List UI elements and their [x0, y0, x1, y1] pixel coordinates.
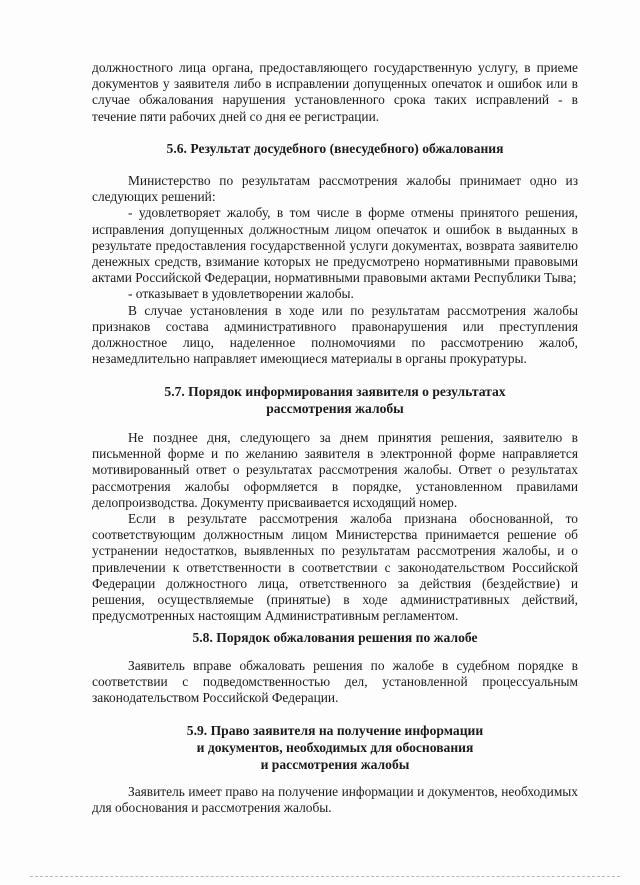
section-5-6-body — [92, 173, 578, 367]
section-5-9-heading-line-2: и документов, необходимых для обоснования — [196, 740, 474, 755]
section-5-6-heading: 5.6. Результат досудебного (внесудебного) обжалования — [166, 141, 504, 156]
section-5-8 — [92, 629, 578, 646]
section-5-6-paragraph-1: Министерство по результатам рассмотрения жалобы принимает одно из следующих решений: — [92, 173, 578, 205]
section-5-9-paragraph-1: Заявитель имеет право на получение информации и документов, необходимых для обоснования и рассмотрения жалобы. — [92, 784, 578, 816]
section-5-6 — [92, 140, 578, 157]
section-5-7-heading-line-2: рассмотрения жалобы — [266, 401, 404, 416]
section-5-7-paragraph-2: Если в результате рассмотрения жалоба признана обоснованной, то соответствующим должностным лицом Министерства принимается решение об устранении недостатков, выявленных по результатам рассмотрения жалобы, и о привлечении к ответственности в соответствии с законодательством Российской Федерации должностного лица, ответственного за действия (бездействие) и решения, осуществляемые (принятые) в ходе административных действий, предусмотренных настоящим Административным регламентом. — [92, 511, 578, 624]
scan-edge-divider — [30, 876, 620, 877]
section-5-7-body — [92, 430, 578, 624]
section-5-9-heading-line-3: и рассмотрения жалобы — [260, 757, 410, 772]
intro-paragraph: должностного лица органа, предоставляющего государственную услугу, в приеме документов у заявителя либо в исправлении допущенных опечаток и ошибок или в случае обжалования нарушения установленного срока таких исправлений - в течение пяти рабочих дней со дня ее регистрации. — [92, 60, 578, 124]
section-5-9-heading-line-1: 5.9. Право заявителя на получение информации — [186, 723, 484, 738]
section-5-9-heading — [92, 722, 578, 773]
section-5-9-body — [92, 784, 578, 816]
section-5-6-paragraph-2: - удовлетворяет жалобу, в том числе в форме отмены принятого решения, исправления допущенных должностным лицом опечаток и ошибок в выданных в результате предоставления государственной услуги документах, возврата заявителю денежных средств, взимание которых не предусмотрено нормативными правовыми актами Российской Федерации, нормативными правовыми актами Республики Тыва; — [92, 205, 578, 286]
section-5-8-paragraph-1: Заявитель вправе обжаловать решения по жалобе в судебном порядке в соответствии с подведомственностью дел, установленной процессуальным законодательством Российской Федерации. — [92, 658, 578, 706]
intro-section — [92, 60, 578, 125]
section-5-8-body — [92, 658, 578, 707]
section-5-7-heading — [92, 383, 578, 417]
section-5-7-paragraph-1: Не позднее дня, следующего за днем принятия решения, заявителю в письменной форме и по желанию заявителя в электронной форме направляется мотивированный ответ о результатах рассмотрения жалобы. Ответ о результатах рассмотрения жалобы оформляется в порядке, установленном правилами делопроизводства. Документу присваивается исходящий номер. — [92, 430, 578, 510]
section-5-6-paragraph-4: В случае установления в ходе или по результатам рассмотрения жалобы признаков состава административного правонарушения или преступления должностное лицо, наделенное полномочиями по рассмотрению жалоб, незамедлительно направляет имеющиеся материалы в органы прокуратуры. — [92, 302, 578, 367]
section-5-9 — [92, 722, 578, 773]
section-5-7-heading-line-1: 5.7. Порядок информирования заявителя о результатах — [164, 384, 506, 399]
section-5-8-heading: 5.8. Порядок обжалования решения по жалобе — [192, 630, 478, 645]
section-5-6-paragraph-3: - отказывает в удовлетворении жалобы. — [128, 286, 354, 302]
section-5-7 — [92, 383, 578, 417]
